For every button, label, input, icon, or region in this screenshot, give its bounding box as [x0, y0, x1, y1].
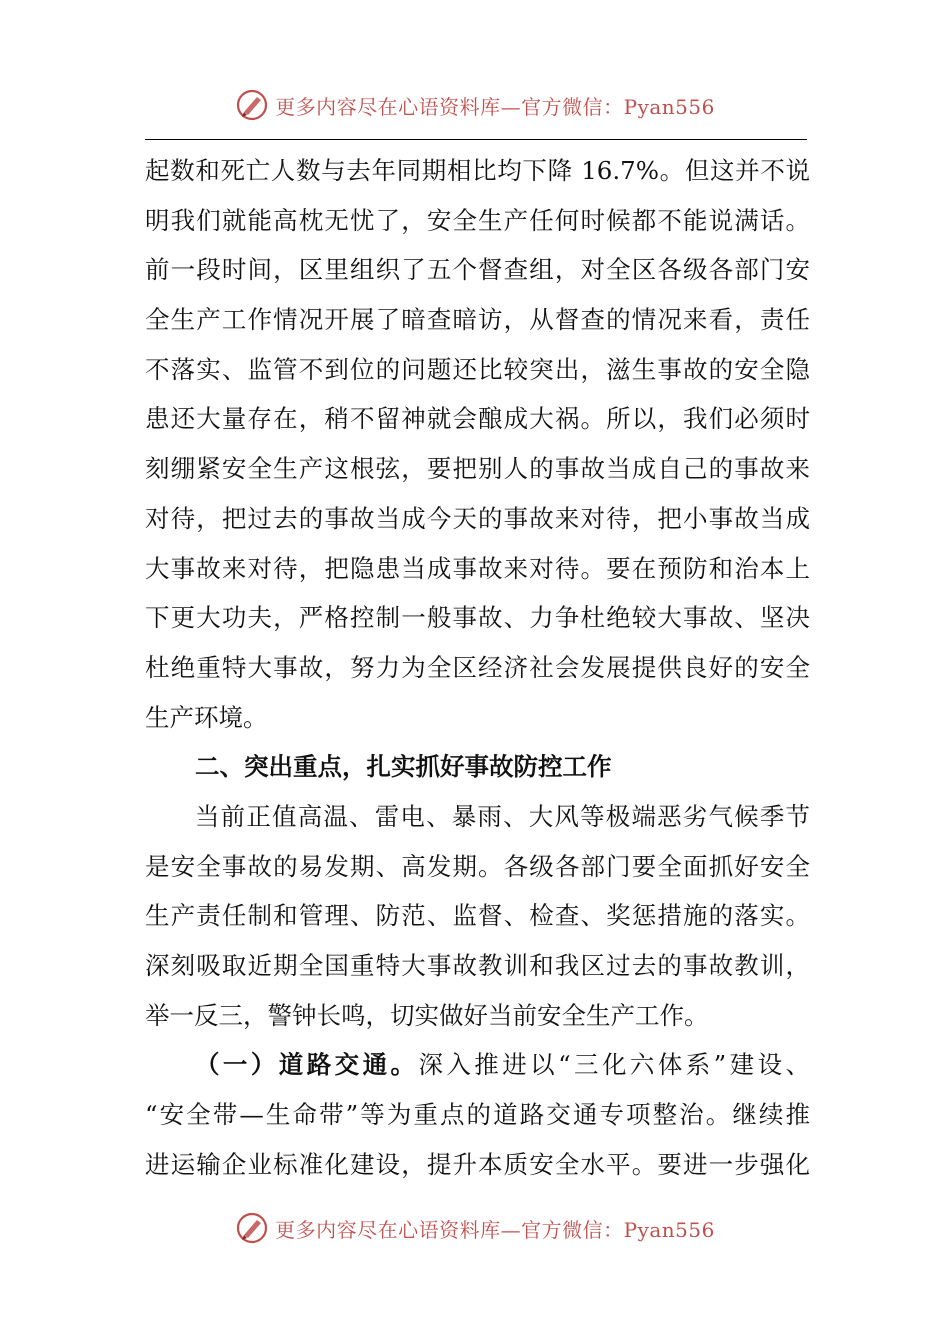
text-line: 举一反三，警钟长鸣，切实做好当前安全生产工作。 [145, 1000, 709, 1030]
text-line: 患还大量存在，稍不留神就会酿成大祸。所以，我们必须时 [145, 404, 810, 434]
text-line: 刻绷紧安全生产这根弦，要把别人的事故当成自己的事故来 [145, 454, 810, 484]
text-line: 明我们就能高枕无忧了，安全生产任何时候都不能说满话。 [145, 205, 810, 235]
text-line: “安全带—生命带”等为重点的道路交通专项整治。继续推 [145, 1100, 810, 1130]
text-line: 进运输企业标准化建设，提升本质安全水平。要进一步强化 [145, 1149, 810, 1179]
text-line [145, 1040, 810, 1090]
text-line: 前一段时间，区里组织了五个督查组，对全区各级各部门安 [145, 255, 810, 285]
subsection-lead: （一）道路交通。 [195, 1050, 419, 1080]
text-line: 大事故来对待，把隐患当成事故来对待。要在预防和治本上 [145, 553, 810, 583]
subsection-text: 深入推进以“三化六体系”建设、 [418, 1050, 810, 1080]
text-line: 下更大功夫，严格控制一般事故、力争杜绝较大事故、坚决 [145, 603, 810, 633]
text-line: 不落实、监管不到位的问题还比较突出，滋生事故的安全隐 [145, 354, 810, 384]
banner-text: 更多内容尽在心语资料库—官方微信：Pyan556 [275, 94, 715, 119]
header-banner [0, 82, 950, 128]
text-line: 当前正值高温、雷电、暴雨、大风等极端恶劣气候季节 [195, 801, 810, 831]
footer-banner [0, 1205, 950, 1251]
text-line: 杜绝重特大事故，努力为全区经济社会发展提供良好的安全 [145, 652, 810, 682]
banner-text: 更多内容尽在心语资料库—官方微信：Pyan556 [275, 1217, 715, 1242]
section-heading: 二、突出重点，扎实抓好事故防控工作 [195, 752, 612, 782]
pen-logo-icon [235, 88, 269, 122]
text-line: 对待，把过去的事故当成今天的事故来对待，把小事故当成 [145, 503, 810, 533]
pen-logo-icon [235, 1211, 269, 1245]
text-line: 是安全事故的易发期、高发期。各级各部门要全面抓好安全 [145, 851, 810, 881]
text-line: 生产环境。 [145, 702, 268, 732]
header-divider [145, 139, 807, 140]
text-line: 生产责任制和管理、防范、监督、检查、奖惩措施的落实。 [145, 901, 810, 931]
body-text [145, 146, 810, 1189]
text-line: 深刻吸取近期全国重特大事故教训和我区过去的事故教训， [145, 951, 810, 980]
text-line: 全生产工作情况开展了暗查暗访，从督查的情况来看，责任 [145, 305, 810, 335]
text-line: 起数和死亡人数与去年同期相比均下降 16.7%。但这并不说 [145, 156, 810, 185]
